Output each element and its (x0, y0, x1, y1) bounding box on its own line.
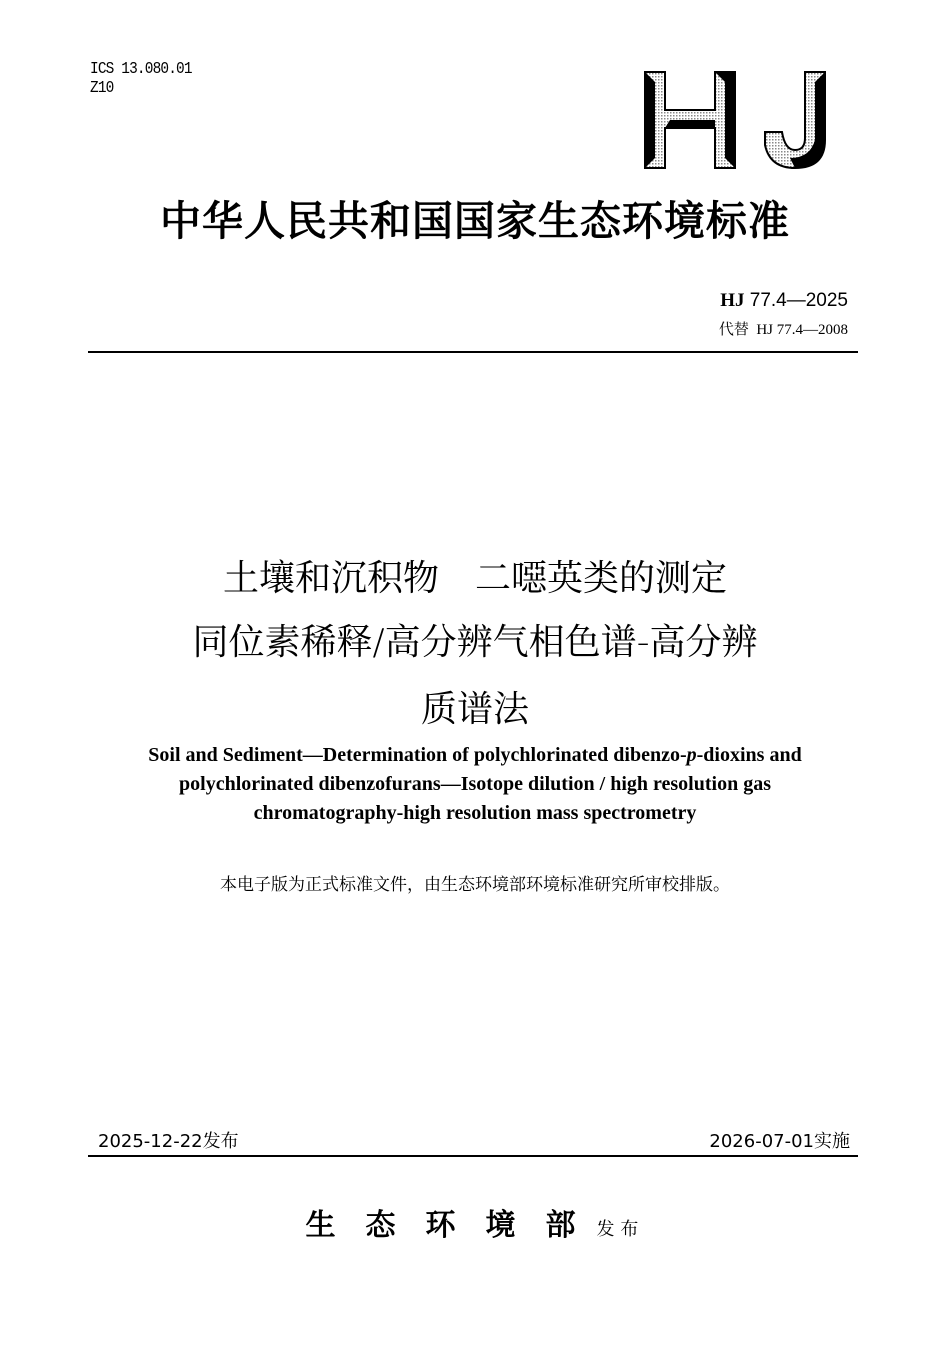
effective-date: 2026-07-01实施 (709, 1131, 850, 1152)
ccs-code: Z10 (90, 79, 114, 98)
title-en-part: Soil and Sediment—Determination of polychlorinated dibenzo- (148, 744, 687, 766)
title-en-part: -dioxins and (696, 744, 802, 766)
title-en-line-1 (0, 741, 950, 770)
title-cn-line-3: 质谱法 (420, 689, 529, 730)
electronic-version-notice: 本电子版为正式标准文件，由生态环境部环境标准研究所审校排版。 (220, 875, 730, 895)
title-en (0, 741, 950, 828)
standard-number (720, 290, 848, 312)
replaces-standard (719, 318, 848, 339)
title-cn-line-1: 土壤和沉积物 二噁英类的测定 (222, 558, 727, 599)
title-en-line-3: chromatography-high resolution mass spectrometry (253, 802, 697, 824)
standard-code: 77.4—2025 (749, 290, 848, 311)
publisher-suffix: 发布 (596, 1219, 645, 1240)
issue-date: 2025-12-22发布 (98, 1131, 239, 1152)
replaces-label: 代替 (718, 320, 749, 338)
ics-code: ICS 13.080.01 (90, 60, 192, 79)
title-en-italic: p (686, 744, 697, 766)
standard-prefix: HJ (720, 290, 745, 311)
publisher (0, 1200, 950, 1244)
hj-logo (640, 70, 830, 170)
footer-divider (88, 1155, 858, 1157)
replaces-code: HJ 77.4—2008 (756, 322, 848, 338)
classification-codes (90, 60, 192, 98)
organization-title: 中华人民共和国国家生态环境标准 (160, 197, 790, 245)
title-en-line-2: polychlorinated dibenzofurans—Isotope dilution / high resolution gas (179, 773, 771, 795)
publisher-name: 生 态 环 境 部 (305, 1208, 576, 1243)
title-cn-line-2: 同位素稀释/高分辨气相色谱-高分辨 (192, 622, 758, 663)
header-divider (88, 351, 858, 353)
